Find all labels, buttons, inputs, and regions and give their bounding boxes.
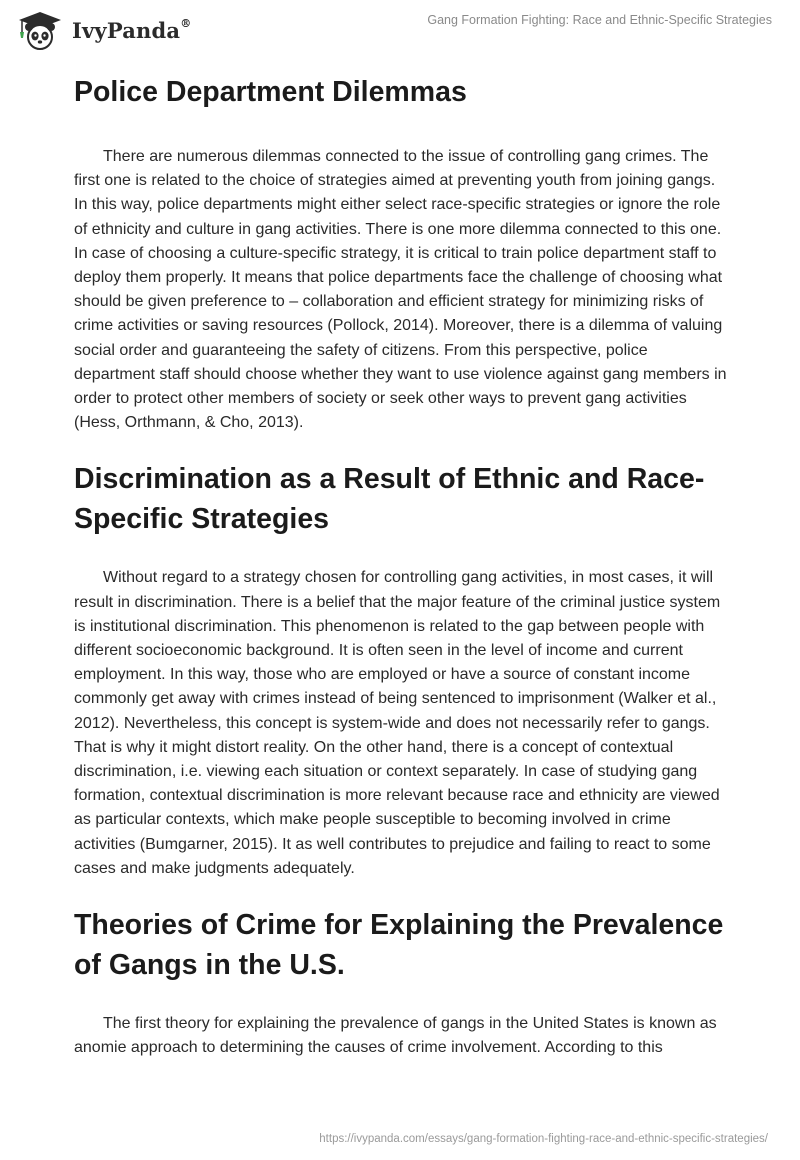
section-heading: Discrimination as a Result of Ethnic and Race-Specific Strategies (74, 463, 705, 536)
page-header (0, 0, 800, 60)
panda-graduate-icon (14, 10, 66, 50)
document-title: Gang Formation Fighting: Race and Ethnic-Specific Strategies (427, 13, 772, 27)
section-paragraph: The first theory for explaining the prevalence of gangs in the United States is known as anomie approach to determining the causes of crime involvement. According to this (74, 1015, 717, 1057)
section-paragraph: There are numerous dilemmas connected to the issue of controlling gang crimes. The first one is related to the choice of strategies aimed at preventing youth from joining gangs. In this way, police departments might either select race-specific strategies or ignore the role of ethnicity and culture in gang activities. There is one more dilemma connected to this one. In case of choosing a culture-specific strategy, it is critical to train police department staff to deploy them properly. It means that police departments face the challenge of choosing what should be given preference to – collaboration and efficient strategy for minimizing risks of crime activities or saving resources (Pollock, 2014). Moreover, there is a dilemma of valuing social order and guaranteeing the safety of citizens. From this perspective, police department staff should choose whether they want to use violence against gang members in order to protect other members of society or seek other ways to prevent gang activities (Hess, Orthmann, & Cho, 2013). (74, 148, 727, 432)
section-heading: Police Department Dilemmas (74, 76, 467, 108)
logo[interactable] (14, 10, 191, 50)
section-paragraph: Without regard to a strategy chosen for controlling gang activities, in most cases, it will result in discrimination. There is a belief that the major feature of the criminal justice system is institutional discrimination. This phenomenon is related to the gap between people with different socioeconomic background. It is often seen in the level of income and current employment. In this way, those who are employed or have a source of constant income commonly get away with crimes instead of being sentenced to imprisonment (Walker et al., 2012). Nevertheless, this concept is system-wide and does not necessarily refer to gangs. That is why it might distort reality. On the other hand, there is a concept of contextual discrimination, i.e. viewing each situation or context separately. In case of studying gang formation, contextual discrimination is more relevant because race and ethnicity are viewed as particular contexts, which make people susceptible to becoming involved in crime activities (Bumgarner, 2015). It as well contributes to prejudice and failing to react to some cases and make judgments adequately. (74, 569, 721, 877)
section-heading: Theories of Crime for Explaining the Prevalence of Gangs in the U.S. (74, 909, 724, 982)
brand-name: IvyPanda® (72, 16, 192, 43)
footer-url[interactable]: https://ivypanda.com/essays/gang-formation-fighting-race-and-ethnic-specific-strategies/ (319, 1133, 768, 1145)
essay-content (74, 72, 730, 1060)
